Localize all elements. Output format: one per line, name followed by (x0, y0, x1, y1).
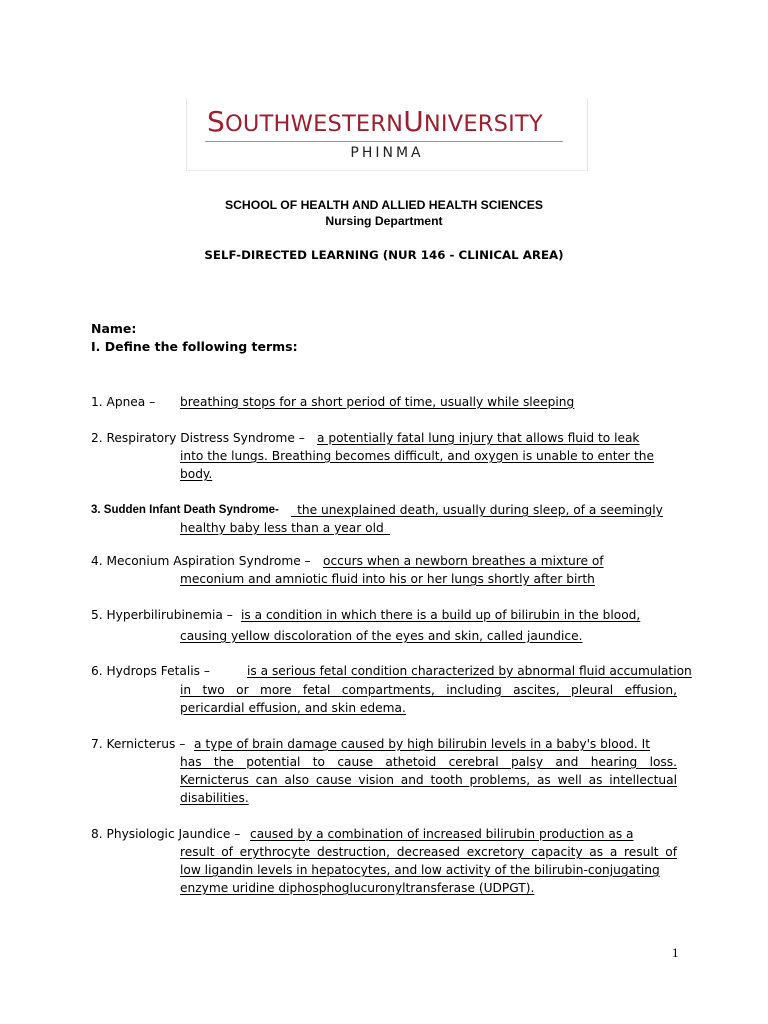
definition-line: low ligandin levels in hepatocytes, and low activity of the bilirubin-conjugating (180, 863, 660, 877)
department-name: Nursing Department (325, 214, 443, 228)
definition-line: a potentially fatal lung injury that allows fluid to leak (317, 431, 640, 445)
definition-line: enzyme uridine diphosphoglucuronyltransferase (UDPGT). (180, 881, 535, 895)
definition-line: is a serious fetal condition characterized by abnormal fluid accumulation (247, 664, 692, 678)
term-kernicterus: 7. Kernicterus – (91, 737, 186, 751)
term-physiologic-jaundice: 8. Physiologic Jaundice – (91, 827, 241, 841)
definition-line: breathing stops for a short period of time, usually while sleeping (180, 395, 575, 409)
definition-line: body. (180, 467, 213, 481)
page-number: 1 (672, 945, 679, 960)
logo-divider (205, 141, 563, 142)
university-logo (186, 98, 588, 171)
definition-line: caused by a combination of increased bilirubin production as a (250, 827, 634, 841)
definition-line: causing yellow discoloration of the eyes and skin, called jaundice. (180, 629, 583, 643)
definition-line: into the lungs. Breathing becomes difficult, and oxygen is unable to enter the (180, 449, 654, 463)
school-name: SCHOOL OF HEALTH AND ALLIED HEALTH SCIENCES (224, 198, 543, 212)
term-meconium-aspiration-syndrome: 4. Meconium Aspiration Syndrome – (91, 554, 311, 568)
section-title: I. Define the following terms: (91, 339, 298, 354)
logo-subtitle: PHINMA (350, 145, 424, 161)
definition-line: has the potential to cause athetoid cerebral palsy and hearing loss. (180, 755, 677, 769)
course-title: SELF-DIRECTED LEARNING (NUR 146 - CLINICAL AREA) (204, 248, 564, 262)
definition-line: result of erythrocyte destruction, decreased excretory capacity as a result of (180, 845, 677, 859)
definition-line: is a condition in which there is a build up of bilirubin in the blood, (241, 608, 641, 622)
definition-line: occurs when a newborn breathes a mixture of (323, 554, 604, 568)
definition-line: healthy baby less than a year old_ (180, 521, 390, 535)
definition-line: in two or more fetal compartments, including ascites, pleural effusion, (180, 683, 677, 697)
term-hydrops-fetalis: 6. Hydrops Fetalis – (91, 664, 210, 678)
name-label: Name: (91, 321, 137, 336)
term-sudden-infant-death-syndrome: 3. Sudden Infant Death Syndrome- (91, 504, 279, 516)
definition-line: pericardial effusion, and skin edema. (180, 701, 406, 715)
term-hyperbilirubinemia: 5. Hyperbilirubinemia – (91, 608, 233, 622)
definition-line: a type of brain damage caused by high bilirubin levels in a baby's blood. It (194, 737, 651, 751)
term-apnea: 1. Apnea – (91, 395, 156, 409)
logo-wordmark: SOUTHWESTERNUNIVERSITY (207, 105, 543, 138)
definition-line: _the unexplained death, usually during sleep, of a seemingly (291, 503, 663, 517)
definition-line: meconium and amniotic fluid into his or her lungs shortly after birth (180, 572, 595, 586)
definition-line: Kernicterus can also cause vision and tooth problems, as well as intellectual (180, 773, 677, 787)
definition-line: disabilities. (180, 791, 249, 805)
term-respiratory-distress-syndrome: 2. Respiratory Distress Syndrome – (91, 431, 305, 445)
